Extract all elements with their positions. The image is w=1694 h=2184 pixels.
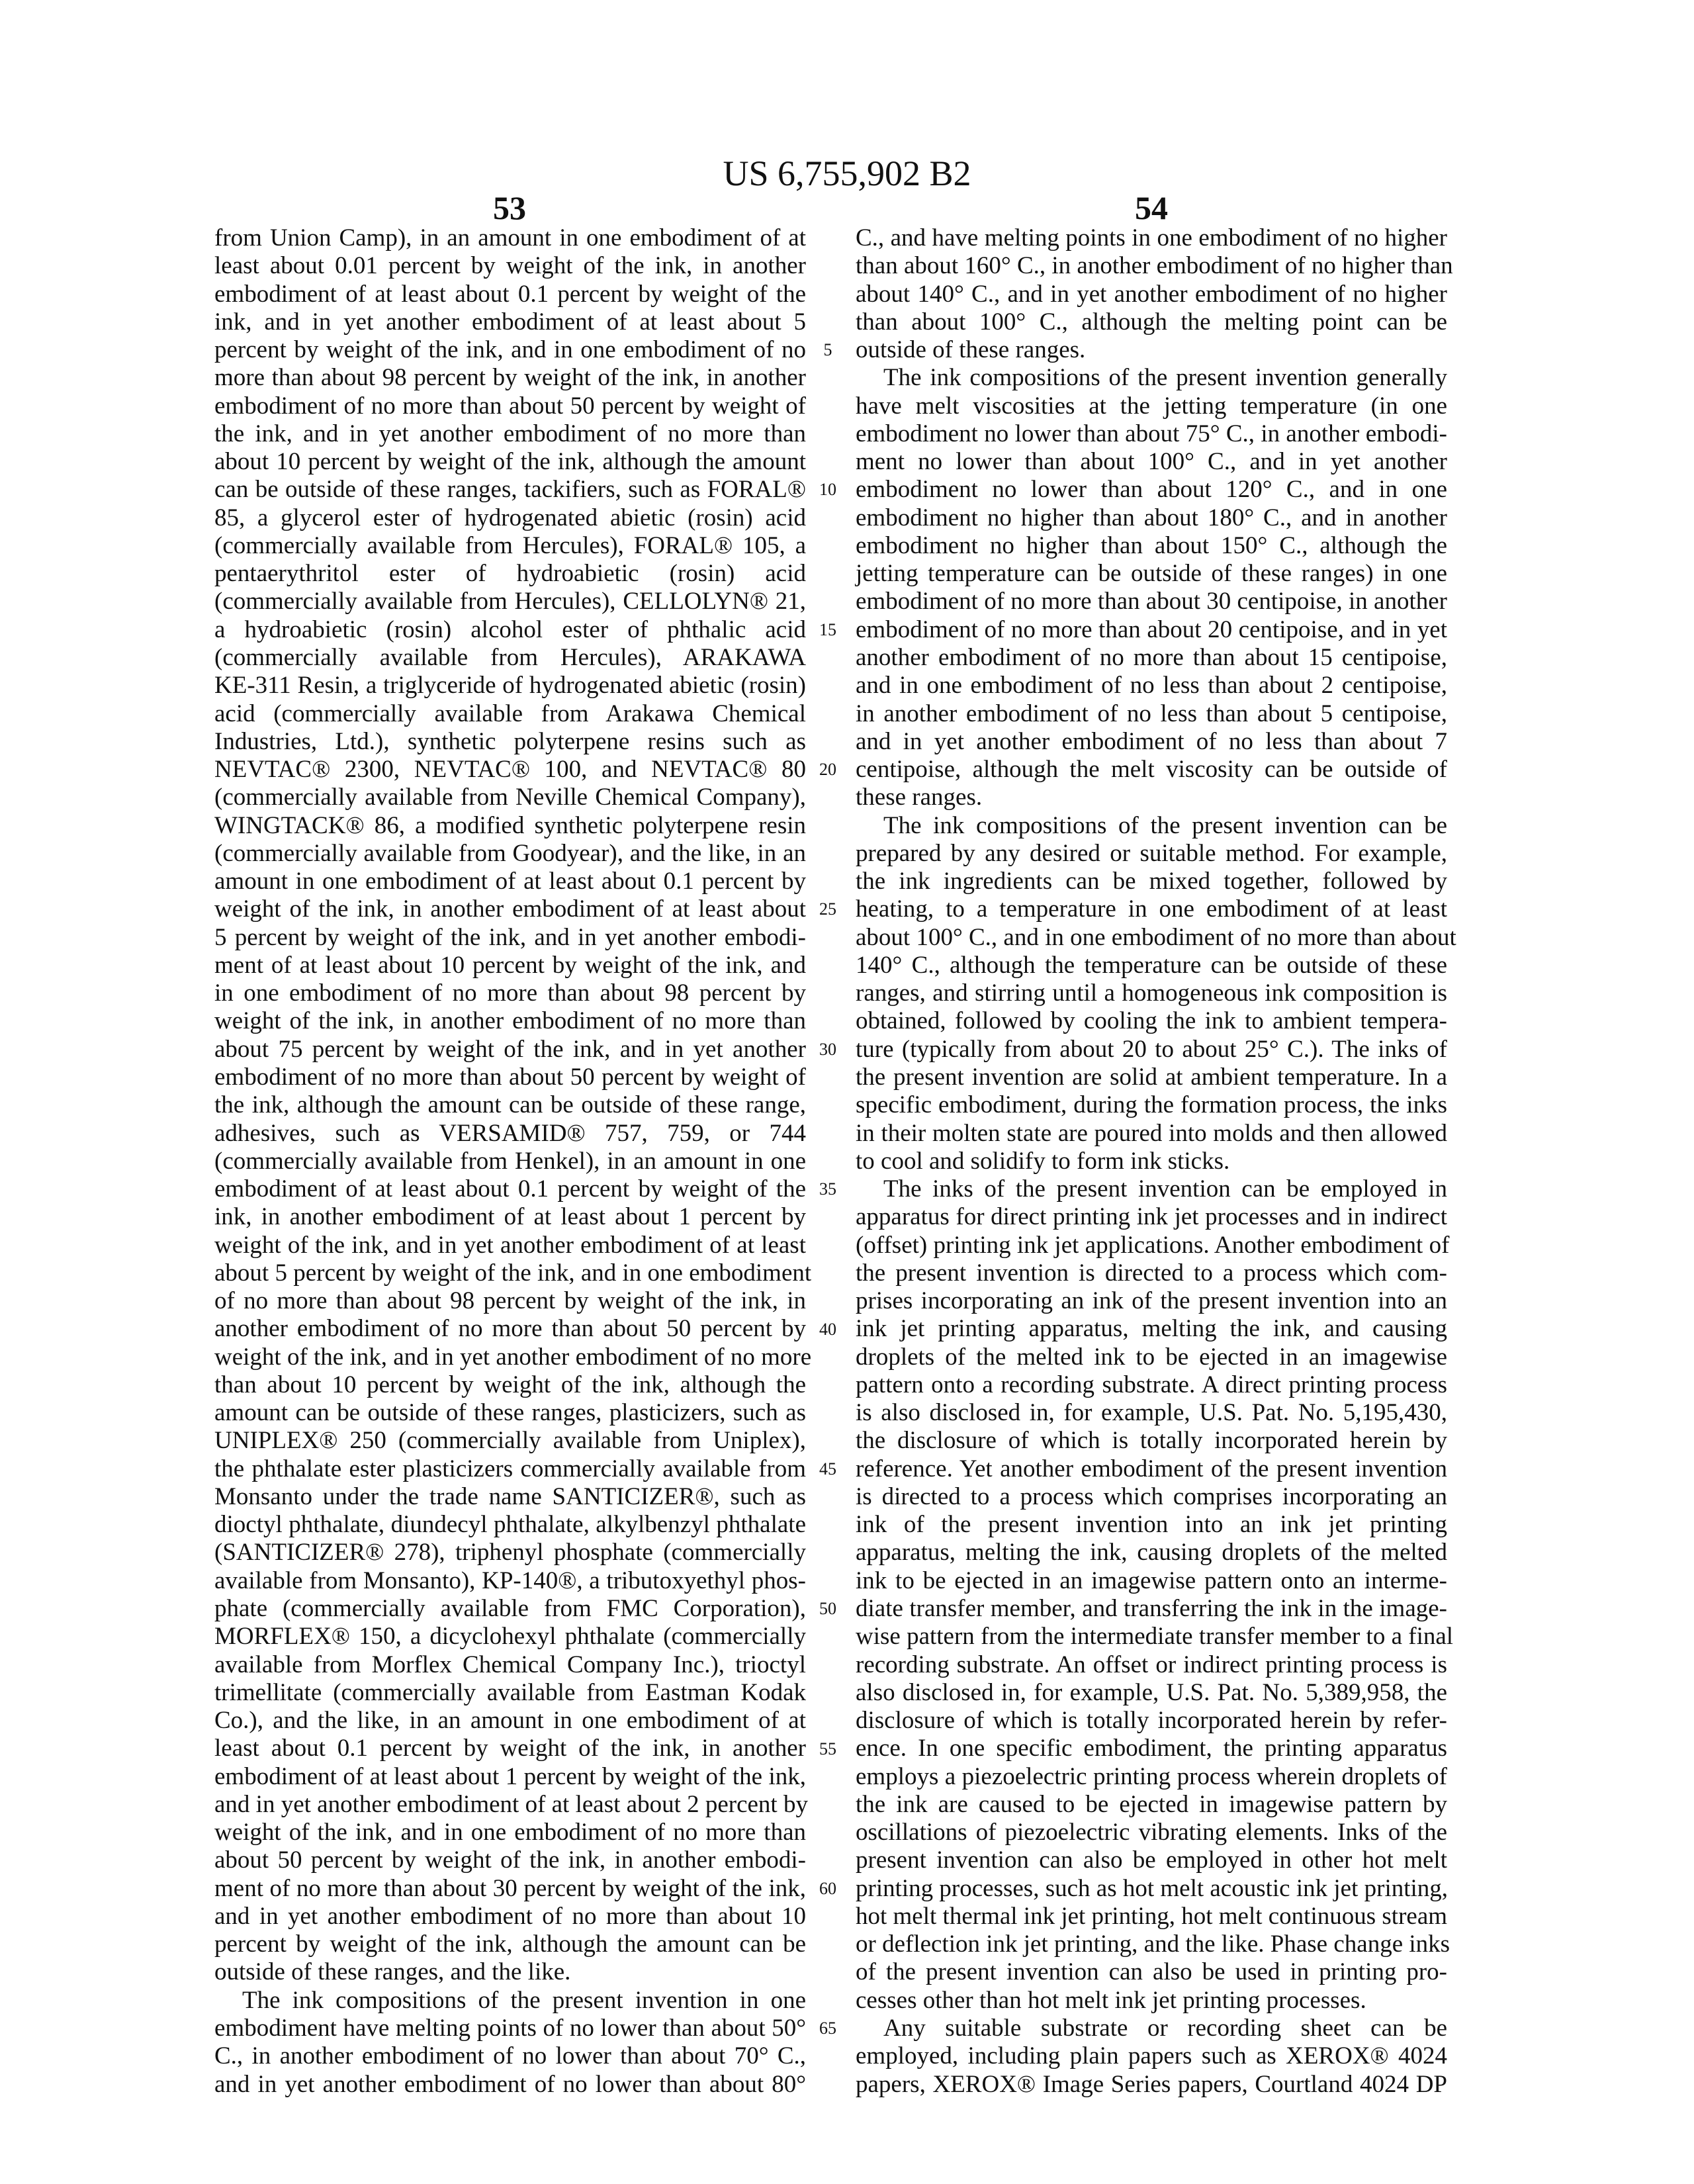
line-number: 10 [811, 476, 844, 504]
text-line: least about 0.1 percent by weight of the ink, in another [214, 1735, 806, 1762]
text-line: these ranges. [856, 784, 1447, 811]
text-line: and in yet another embodiment of no less than about 7 [856, 728, 1447, 756]
text-line: available from Morflex Chemical Company Inc.), trioctyl [214, 1651, 806, 1679]
text-line: in their molten state are poured into molds and then allowed [856, 1120, 1447, 1148]
left-text-column [214, 224, 806, 2099]
text-line: about 50 percent by weight of the ink, in another embodi- [214, 1846, 806, 1874]
text-line: in one embodiment of no more than about 98 percent by [214, 979, 806, 1007]
text-line: embodiment no higher than about 180° C., and in another [856, 504, 1447, 532]
text-line: 5 percent by weight of the ink, and in yet another embodi- [214, 924, 806, 952]
text-line: oscillations of piezoelectric vibrating elements. Inks of the [856, 1819, 1447, 1846]
text-line: ink to be ejected in an imagewise pattern onto an interme- [856, 1567, 1447, 1595]
text-line: droplets of the melted ink to be ejected in an imagewise [856, 1343, 1447, 1371]
text-line: recording substrate. An offset or indirect printing process is [856, 1651, 1447, 1679]
text-line: centipoise, although the melt viscosity can be outside of [856, 756, 1447, 784]
text-line: percent by weight of the ink, and in one embodiment of no [214, 336, 806, 364]
text-line: and in one embodiment of no less than about 2 centipoise, [856, 672, 1447, 700]
text-line: the present invention is directed to a process which com- [856, 1259, 1447, 1287]
text-line: ment of no more than about 30 percent by weight of the ink, [214, 1875, 806, 1903]
text-line: embodiment no lower than about 120° C., and in one [856, 476, 1447, 504]
text-line: of no more than about 98 percent by weight of the ink, in [214, 1287, 806, 1315]
text-line: heating, to a temperature in one embodiment of at least [856, 895, 1447, 923]
line-number: 30 [811, 1036, 844, 1064]
text-line: another embodiment of no more than about 50 percent by [214, 1315, 806, 1343]
text-line: cesses other than hot melt ink jet printing processes. [856, 1987, 1447, 2015]
text-line: MORFLEX® 150, a dicyclohexyl phthalate (commercially [214, 1623, 806, 1651]
text-line: amount in one embodiment of at least about 0.1 percent by [214, 868, 806, 895]
text-line: Monsanto under the trade name SANTICIZER®, such as [214, 1483, 806, 1511]
line-number: 25 [811, 895, 844, 923]
text-line: employs a piezoelectric printing process wherein droplets of [856, 1763, 1447, 1791]
text-line: wise pattern from the intermediate transfer member to a final [856, 1623, 1447, 1651]
text-line: embodiment of at least about 0.1 percent by weight of the [214, 281, 806, 308]
text-line: adhesives, such as VERSAMID® 757, 759, or 744 [214, 1120, 806, 1148]
text-line: ink, and in yet another embodiment of at least about 5 [214, 308, 806, 336]
text-line: than about 100° C., although the melting point can be [856, 308, 1447, 336]
text-line: obtained, followed by cooling the ink to ambient tempera- [856, 1007, 1447, 1035]
text-line: embodiment of no more than about 20 centipoise, and in yet [856, 616, 1447, 644]
text-line: acid (commercially available from Arakawa Chemical [214, 700, 806, 728]
text-line: ink jet printing apparatus, melting the ink, and causing [856, 1315, 1447, 1343]
text-line: C., and have melting points in one embodiment of no higher [856, 224, 1447, 252]
text-line: disclosure of which is totally incorporated herein by refer- [856, 1707, 1447, 1735]
text-line: ence. In one specific embodiment, the printing apparatus [856, 1735, 1447, 1762]
line-number: 15 [811, 616, 844, 644]
text-line: (commercially available from Hercules), FORAL® 105, a [214, 532, 806, 560]
text-line: trimellitate (commercially available from Eastman Kodak [214, 1679, 806, 1707]
text-line: UNIPLEX® 250 (commercially available from Uniplex), [214, 1427, 806, 1455]
text-line: embodiment of no more than about 50 percent by weight of [214, 392, 806, 420]
text-line: prises incorporating an ink of the present invention into an [856, 1287, 1447, 1315]
line-number: 35 [811, 1175, 844, 1203]
text-line: have melt viscosities at the jetting temperature (in one [856, 392, 1447, 420]
text-line: The ink compositions of the present invention in one [214, 1987, 806, 2015]
text-line: ture (typically from about 20 to about 25° C.). The inks of [856, 1036, 1447, 1064]
text-line: ment no lower than about 100° C., and in yet another [856, 448, 1447, 476]
text-line: outside of these ranges, and the like. [214, 1958, 806, 1986]
text-line: least about 0.01 percent by weight of the ink, in another [214, 252, 806, 280]
text-line: Industries, Ltd.), synthetic polyterpene resins such as [214, 728, 806, 756]
text-line: and in yet another embodiment of no more than about 10 [214, 1903, 806, 1931]
paragraph [856, 2015, 1447, 2099]
text-line: the disclosure of which is totally incorporated herein by [856, 1427, 1447, 1455]
paragraph [856, 812, 1447, 1175]
text-line: of the present invention can also be used in printing pro- [856, 1958, 1447, 1986]
text-line: 140° C., although the temperature can be outside of these [856, 952, 1447, 979]
text-line: prepared by any desired or suitable method. For example, [856, 840, 1447, 868]
paragraph [856, 1175, 1447, 2015]
text-line: about 140° C., and in yet another embodiment of no higher [856, 281, 1447, 308]
patent-number-header: US 6,755,902 B2 [0, 154, 1694, 193]
text-line: the ink are caused to be ejected in imagewise pattern by [856, 1791, 1447, 1819]
text-line: than about 10 percent by weight of the ink, although the [214, 1371, 806, 1399]
text-line: The ink compositions of the present invention can be [856, 812, 1447, 840]
text-line: the ink, although the amount can be outside of these range, [214, 1091, 806, 1119]
text-line: the ink, and in yet another embodiment of no more than [214, 420, 806, 448]
text-line: embodiment of at least about 0.1 percent by weight of the [214, 1175, 806, 1203]
text-line: NEVTAC® 2300, NEVTAC® 100, and NEVTAC® 80 [214, 756, 806, 784]
text-line: pentaerythritol ester of hydroabietic (rosin) acid [214, 560, 806, 588]
text-line: weight of the ink, in another embodiment of at least about [214, 895, 806, 923]
text-line: (commercially available from Hercules), CELLOLYN® 21, [214, 588, 806, 615]
text-line: the present invention are solid at ambient temperature. In a [856, 1064, 1447, 1091]
text-line: papers, XEROX® Image Series papers, Courtland 4024 DP [856, 2071, 1447, 2099]
text-line: specific embodiment, during the formation process, the inks [856, 1091, 1447, 1119]
text-line: hot melt thermal ink jet printing, hot melt continuous stream [856, 1903, 1447, 1931]
text-line: (commercially available from Neville Chemical Company), [214, 784, 806, 811]
text-line: (offset) printing ink jet applications. Another embodiment of [856, 1232, 1447, 1259]
text-line: (commercially available from Henkel), in an amount in one [214, 1148, 806, 1175]
text-line: Any suitable substrate or recording sheet can be [856, 2015, 1447, 2042]
text-line: about 10 percent by weight of the ink, although the amount [214, 448, 806, 476]
paragraph [214, 1987, 806, 2099]
text-line: pattern onto a recording substrate. A direct printing process [856, 1371, 1447, 1399]
line-number: 40 [811, 1316, 844, 1343]
text-line: is directed to a process which comprises incorporating an [856, 1483, 1447, 1511]
text-line: phate (commercially available from FMC Corporation), [214, 1595, 806, 1623]
text-line: apparatus for direct printing ink jet processes and in indirect [856, 1203, 1447, 1231]
text-line: available from Monsanto), KP-140®, a tributoxyethyl phos- [214, 1567, 806, 1595]
text-line: outside of these ranges. [856, 336, 1447, 364]
text-line: ink of the present invention into an ink jet printing [856, 1511, 1447, 1539]
line-number: 50 [811, 1595, 844, 1623]
paragraph [856, 364, 1447, 811]
text-line: The inks of the present invention can be employed in [856, 1175, 1447, 1203]
text-line: another embodiment of no more than about 15 centipoise, [856, 644, 1447, 672]
text-line: weight of the ink, and in yet another embodiment of no more [214, 1343, 806, 1371]
text-line: the ink ingredients can be mixed together, followed by [856, 868, 1447, 895]
text-line: the phthalate ester plasticizers commercially available from [214, 1455, 806, 1483]
text-line: Co.), and the like, in an amount in one embodiment of at [214, 1707, 806, 1735]
text-line: can be outside of these ranges, tackifiers, such as FORAL® [214, 476, 806, 504]
line-number: 55 [811, 1735, 844, 1763]
text-line: (commercially available from Goodyear), and the like, in an [214, 840, 806, 868]
page-number-left: 53 [443, 189, 576, 226]
text-line: printing processes, such as hot melt acoustic ink jet printing, [856, 1875, 1447, 1903]
text-line: and in yet another embodiment of at least about 2 percent by [214, 1791, 806, 1819]
line-number: 20 [811, 756, 844, 784]
text-line: about 100° C., and in one embodiment of no more than about [856, 924, 1447, 952]
text-line: ment of at least about 10 percent by weight of the ink, and [214, 952, 806, 979]
text-line: jetting temperature can be outside of these ranges) in one [856, 560, 1447, 588]
text-line: KE-311 Resin, a triglyceride of hydrogenated abietic (rosin) [214, 672, 806, 700]
text-line: is also disclosed in, for example, U.S. Pat. No. 5,195,430, [856, 1399, 1447, 1427]
text-line: or deflection ink jet printing, and the like. Phase change inks [856, 1931, 1447, 1958]
text-line: ink, in another embodiment of at least about 1 percent by [214, 1203, 806, 1231]
text-line: from Union Camp), in an amount in one embodiment of at [214, 224, 806, 252]
text-line: diate transfer member, and transferring the ink in the image- [856, 1595, 1447, 1623]
line-number: 45 [811, 1455, 844, 1483]
text-line: weight of the ink, and in yet another embodiment of at least [214, 1232, 806, 1259]
text-line: in another embodiment of no less than about 5 centipoise, [856, 700, 1447, 728]
text-line: to cool and solidify to form ink sticks. [856, 1148, 1447, 1175]
text-line: also disclosed in, for example, U.S. Pat. No. 5,389,958, the [856, 1679, 1447, 1707]
text-line: amount can be outside of these ranges, plasticizers, such as [214, 1399, 806, 1427]
text-line: about 5 percent by weight of the ink, and in one embodiment [214, 1259, 806, 1287]
line-number: 65 [811, 2015, 844, 2042]
text-line: embodiment of no more than about 50 percent by weight of [214, 1064, 806, 1091]
text-line: 85, a glycerol ester of hydrogenated abietic (rosin) acid [214, 504, 806, 532]
text-line: than about 160° C., in another embodiment of no higher than [856, 252, 1447, 280]
text-line: (commercially available from Hercules), ARAKAWA [214, 644, 806, 672]
line-number: 5 [811, 336, 844, 364]
text-line: embodiment of no more than about 30 centipoise, in another [856, 588, 1447, 615]
page-number-right: 54 [1085, 189, 1218, 226]
text-line: and in yet another embodiment of no lower than about 80° [214, 2071, 806, 2099]
line-number: 60 [811, 1875, 844, 1903]
text-line: more than about 98 percent by weight of the ink, in another [214, 364, 806, 392]
text-line: apparatus, melting the ink, causing droplets of the melted [856, 1539, 1447, 1567]
text-line: embodiment no lower than about 75° C., in another embodi- [856, 420, 1447, 448]
right-text-column [856, 224, 1447, 2099]
paragraph [214, 224, 806, 1987]
text-line: dioctyl phthalate, diundecyl phthalate, alkylbenzyl phthalate [214, 1511, 806, 1539]
text-line: embodiment no higher than about 150° C., although the [856, 532, 1447, 560]
text-line: embodiment have melting points of no lower than about 50° [214, 2015, 806, 2042]
text-line: weight of the ink, and in one embodiment of no more than [214, 1819, 806, 1846]
text-line: weight of the ink, in another embodiment of no more than [214, 1007, 806, 1035]
text-line: present invention can also be employed in other hot melt [856, 1846, 1447, 1874]
text-line: C., in another embodiment of no lower than about 70° C., [214, 2042, 806, 2070]
text-line: percent by weight of the ink, although the amount can be [214, 1931, 806, 1958]
text-line: employed, including plain papers such as XEROX® 4024 [856, 2042, 1447, 2070]
text-line: about 75 percent by weight of the ink, and in yet another [214, 1036, 806, 1064]
text-line: reference. Yet another embodiment of the present invention [856, 1455, 1447, 1483]
text-line: The ink compositions of the present invention generally [856, 364, 1447, 392]
text-line: a hydroabietic (rosin) alcohol ester of phthalic acid [214, 616, 806, 644]
text-line: (SANTICIZER® 278), triphenyl phosphate (commercially [214, 1539, 806, 1567]
paragraph [856, 224, 1447, 364]
text-line: ranges, and stirring until a homogeneous ink composition is [856, 979, 1447, 1007]
text-line: WINGTACK® 86, a modified synthetic polyterpene resin [214, 812, 806, 840]
text-line: embodiment of at least about 1 percent by weight of the ink, [214, 1763, 806, 1791]
